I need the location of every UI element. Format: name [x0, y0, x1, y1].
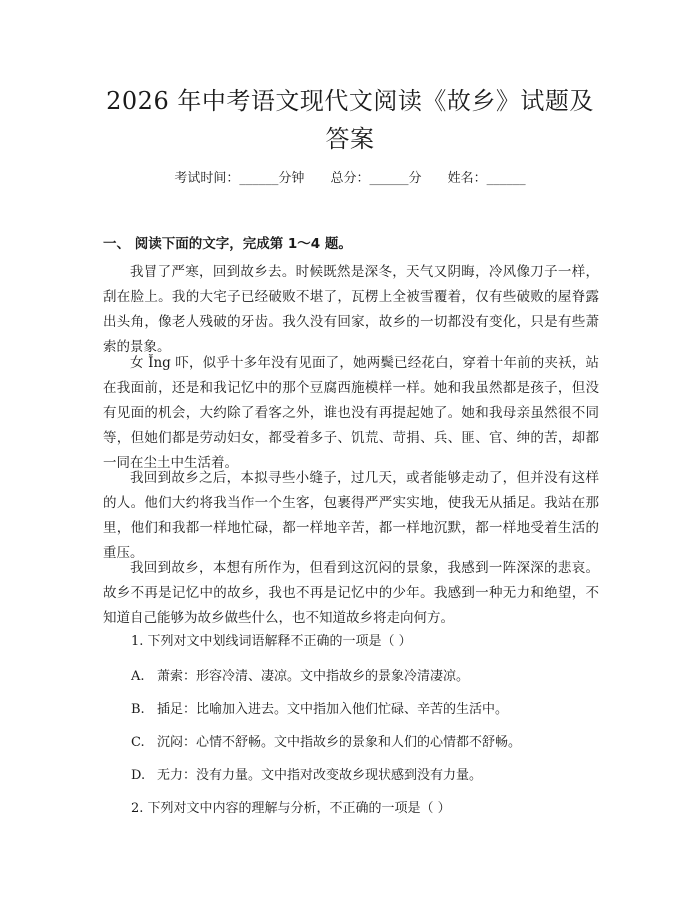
- question-1: 1. 下列对文中划线词语解释不正确的一项是（ ）: [131, 634, 412, 649]
- passage-paragraph-3: 我回到故乡之后，本拟寻些小缝子，过几天，或者能够走动了，但并没有这样的人。他们大约将我当作一个生客，包裹得严严实实地，使我无从插足。我站在那里，他们和我都一样地忙碌，都一样地辛苦，都一样地沉默，都一样地受着生活的重压。: [103, 470, 599, 561]
- option-key: C.: [131, 735, 145, 750]
- option-d: [131, 767, 482, 785]
- option-key: A.: [131, 669, 145, 684]
- exam-meta: [0, 170, 700, 188]
- title-line-1: 2026 年中考语文现代文阅读《故乡》试题及: [106, 87, 594, 115]
- option-c: [131, 734, 521, 752]
- exam-score: 总分：______分: [330, 171, 422, 186]
- passage-paragraph-4: 我回到故乡，本想有所作为，但看到这沉闷的景象，我感到一阵深深的悲哀。故乡不再是记忆中的故乡，我也不再是记忆中的少年。我感到一种无力和绝望，不知道自己能够为故乡做些什么，也不知道故乡将走向何方。: [103, 560, 599, 626]
- option-b: [131, 701, 508, 719]
- section-heading: 一、 阅读下面的文字，完成第 1～4 题。: [103, 236, 352, 252]
- passage-paragraph-1: 我冒了严寒，回到故乡去。时候既然是深冬，天气又阴晦，冷风像刀子一样，刮在脸上。我的大宅子已经破败不堪了，瓦楞上全被雪覆着，仅有些破败的屋脊露出头角，像老人残破的牙齿。我久没有回家，故乡的一切都没有变化，只是有些萧索的景象。: [103, 264, 599, 355]
- question-2: 2. 下列对文中内容的理解与分析，不正确的一项是（ ）: [131, 801, 451, 816]
- passage-paragraph-2: 女 Ĭng 吓，似乎十多年没有见面了，她两鬓已经花白，穿着十年前的夹袄，站在我面前，还是和我记忆中的那个豆腐西施模样一样。她和我虽然都是孩子，但没有见面的机会，大约除了看客之外，谁也没有再提起她了。她和我母亲虽然很不同等，但她们都是劳动妇女，都受着多子、饥荒、苛捐、兵、匪、官、绅的苦，却都一同在尘土中生活着。: [103, 355, 599, 471]
- option-text: 插足：比喻加入进去。文中指加入他们忙碌、辛苦的生活中。: [157, 702, 509, 717]
- exam-time: 考试时间：______分钟: [174, 171, 305, 186]
- title-line-2: 答案: [325, 125, 375, 153]
- exam-name: 姓名：______: [447, 171, 526, 186]
- option-a: [131, 668, 469, 686]
- option-text: 无力：没有力量。文中指对改变故乡现状感到没有力量。: [157, 768, 483, 783]
- option-text: 沉闷：心情不舒畅。文中指故乡的景象和人们的心情都不舒畅。: [157, 735, 522, 750]
- option-text: 萧索：形容冷清、凄凉。文中指故乡的景象冷清凄凉。: [157, 669, 470, 684]
- document-title: [60, 82, 640, 158]
- option-key: D.: [131, 768, 146, 783]
- option-key: B.: [131, 702, 145, 717]
